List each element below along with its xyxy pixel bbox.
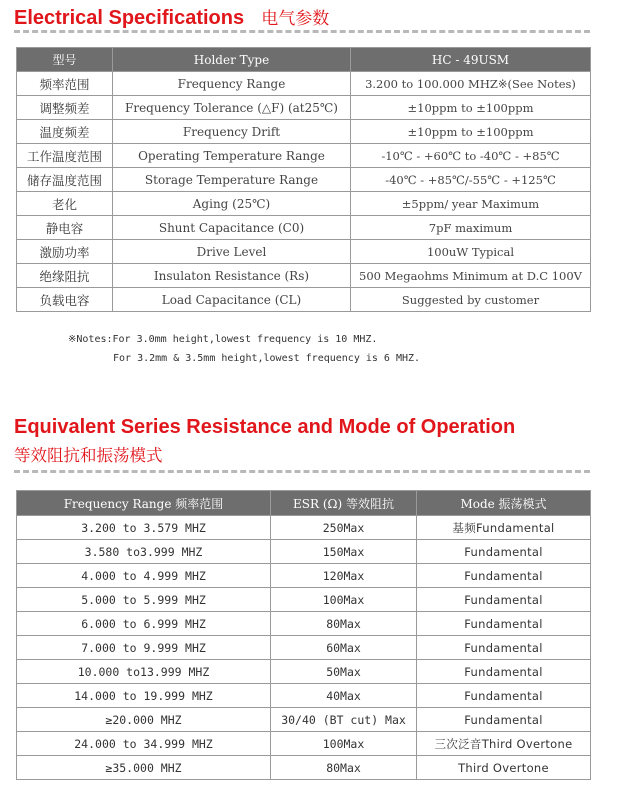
table-row: [17, 120, 591, 144]
header-cell: Holder Type: [113, 48, 351, 72]
mode-value: Fundamental: [417, 540, 591, 564]
table-row: [17, 588, 591, 612]
parameter-value: 500 Megaohms Minimum at D.C 100V: [351, 264, 591, 288]
parameter-en: Frequency Range: [113, 72, 351, 96]
parameter-en: Shunt Capacitance (C0): [113, 216, 351, 240]
parameter-cn: 静电容: [17, 216, 113, 240]
parameter-value: ±10ppm to ±100ppm: [351, 96, 591, 120]
electrical-specifications-table: [16, 47, 591, 312]
mode-value: Third Overtone: [417, 756, 591, 780]
table-row: [17, 72, 591, 96]
parameter-value: 100uW Typical: [351, 240, 591, 264]
parameter-value: -10℃ - +60℃ to -40℃ - +85℃: [351, 144, 591, 168]
electrical-specifications-title: [14, 4, 329, 28]
note-line: ※Notes:For 3.0mm height,lowest frequency is 10 MHZ.: [68, 334, 378, 345]
esr-section-title-cn: 等效阻抗和振荡模式: [14, 446, 163, 465]
esr-value: 120Max: [271, 564, 417, 588]
table-row: [17, 660, 591, 684]
parameter-en: Frequency Drift: [113, 120, 351, 144]
esr-value: 50Max: [271, 660, 417, 684]
table-row: [17, 540, 591, 564]
esr-value: 80Max: [271, 612, 417, 636]
parameter-cn: 频率范围: [17, 72, 113, 96]
table-row: [17, 264, 591, 288]
table-row: [17, 144, 591, 168]
frequency-range: 10.000 to13.999 MHZ: [17, 660, 271, 684]
parameter-cn: 负载电容: [17, 288, 113, 312]
esr-section-title: Equivalent Series Resistance and Mode of Operation: [14, 416, 516, 438]
parameter-value: 7pF maximum: [351, 216, 591, 240]
parameter-cn: 激励功率: [17, 240, 113, 264]
parameter-cn: 绝缘阻抗: [17, 264, 113, 288]
frequency-range: 3.200 to 3.579 MHZ: [17, 516, 271, 540]
mode-value: Fundamental: [417, 564, 591, 588]
frequency-range: ≥20.000 MHZ: [17, 708, 271, 732]
parameter-value: -40℃ - +85℃/-55℃ - +125℃: [351, 168, 591, 192]
frequency-range: 3.580 to3.999 MHZ: [17, 540, 271, 564]
mode-value: Fundamental: [417, 636, 591, 660]
section-title-cn: 电气参数: [261, 9, 330, 29]
parameter-value: ±10ppm to ±100ppm: [351, 120, 591, 144]
mode-value: Fundamental: [417, 684, 591, 708]
frequency-range: 6.000 to 6.999 MHZ: [17, 612, 271, 636]
esr-value: 100Max: [271, 588, 417, 612]
esr-value: 40Max: [271, 684, 417, 708]
frequency-range: 4.000 to 4.999 MHZ: [17, 564, 271, 588]
frequency-range: 24.000 to 34.999 MHZ: [17, 732, 271, 756]
parameter-value: ±5ppm/ year Maximum: [351, 192, 591, 216]
notes: [68, 330, 420, 368]
table-row: [17, 288, 591, 312]
esr-value: 60Max: [271, 636, 417, 660]
parameter-en: Insulaton Resistance (Rs): [113, 264, 351, 288]
table-header-row: [17, 491, 591, 516]
parameter-cn: 调整频差: [17, 96, 113, 120]
table-row: [17, 168, 591, 192]
table-row: [17, 756, 591, 780]
parameter-en: Load Capacitance (CL): [113, 288, 351, 312]
header-cell: ESR (Ω) 等效阻抗: [271, 491, 417, 516]
parameter-en: Operating Temperature Range: [113, 144, 351, 168]
mode-value: 基频Fundamental: [417, 516, 591, 540]
header-cell: 型号: [17, 48, 113, 72]
frequency-range: 5.000 to 5.999 MHZ: [17, 588, 271, 612]
header-cell: HC - 49USM: [351, 48, 591, 72]
table-row: [17, 684, 591, 708]
esr-value: 250Max: [271, 516, 417, 540]
note-line: For 3.2mm & 3.5mm height,lowest frequency is 6 MHZ.: [113, 353, 421, 364]
parameter-en: Frequency Tolerance (△F) (at25℃): [113, 96, 351, 120]
parameter-en: Drive Level: [113, 240, 351, 264]
table-row: [17, 732, 591, 756]
mode-value: 三次泛音Third Overtone: [417, 732, 591, 756]
esr-mode-table: [16, 490, 591, 780]
table-row: [17, 216, 591, 240]
table-row: [17, 192, 591, 216]
table-row: [17, 96, 591, 120]
esr-value: 100Max: [271, 732, 417, 756]
title-divider: [14, 30, 590, 33]
table-row: [17, 612, 591, 636]
section-title-en: Electrical Specifications: [14, 7, 245, 29]
title-divider: [14, 470, 590, 473]
mode-value: Fundamental: [417, 660, 591, 684]
table-row: [17, 516, 591, 540]
parameter-cn: 老化: [17, 192, 113, 216]
frequency-range: 14.000 to 19.999 MHZ: [17, 684, 271, 708]
parameter-cn: 储存温度范围: [17, 168, 113, 192]
mode-value: Fundamental: [417, 612, 591, 636]
frequency-range: ≥35.000 MHZ: [17, 756, 271, 780]
table-header-row: [17, 48, 591, 72]
parameter-cn: 工作温度范围: [17, 144, 113, 168]
mode-value: Fundamental: [417, 708, 591, 732]
esr-value: 30/40 (BT cut) Max: [271, 708, 417, 732]
mode-value: Fundamental: [417, 588, 591, 612]
parameter-cn: 温度频差: [17, 120, 113, 144]
parameter-value: 3.200 to 100.000 MHZ※(See Notes): [351, 72, 591, 96]
parameter-en: Aging (25℃): [113, 192, 351, 216]
frequency-range: 7.000 to 9.999 MHZ: [17, 636, 271, 660]
header-cell: Mode 振荡模式: [417, 491, 591, 516]
parameter-value: Suggested by customer: [351, 288, 591, 312]
header-cell: Frequency Range 频率范围: [17, 491, 271, 516]
esr-value: 150Max: [271, 540, 417, 564]
table-row: [17, 240, 591, 264]
table-row: [17, 708, 591, 732]
table-row: [17, 564, 591, 588]
parameter-en: Storage Temperature Range: [113, 168, 351, 192]
esr-value: 80Max: [271, 756, 417, 780]
table-row: [17, 636, 591, 660]
